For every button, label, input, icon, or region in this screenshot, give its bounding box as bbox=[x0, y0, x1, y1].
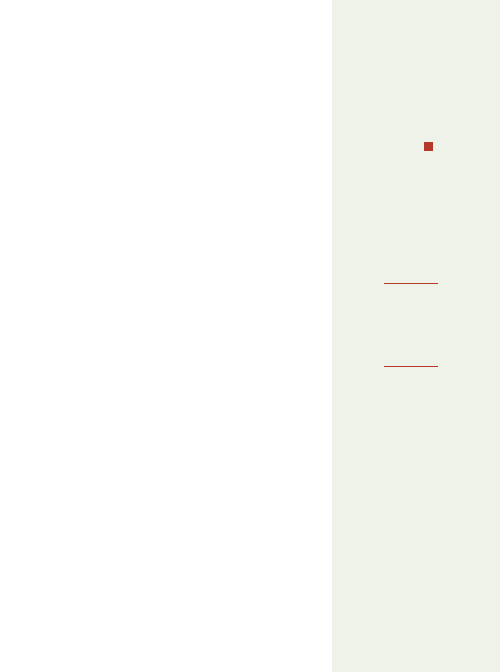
red-seal-stamp bbox=[424, 142, 433, 151]
notice-divider bbox=[384, 366, 438, 367]
calligraphy-inscription bbox=[372, 30, 478, 230]
typical-source bbox=[63, 372, 69, 381]
purpose-divider bbox=[384, 283, 438, 284]
